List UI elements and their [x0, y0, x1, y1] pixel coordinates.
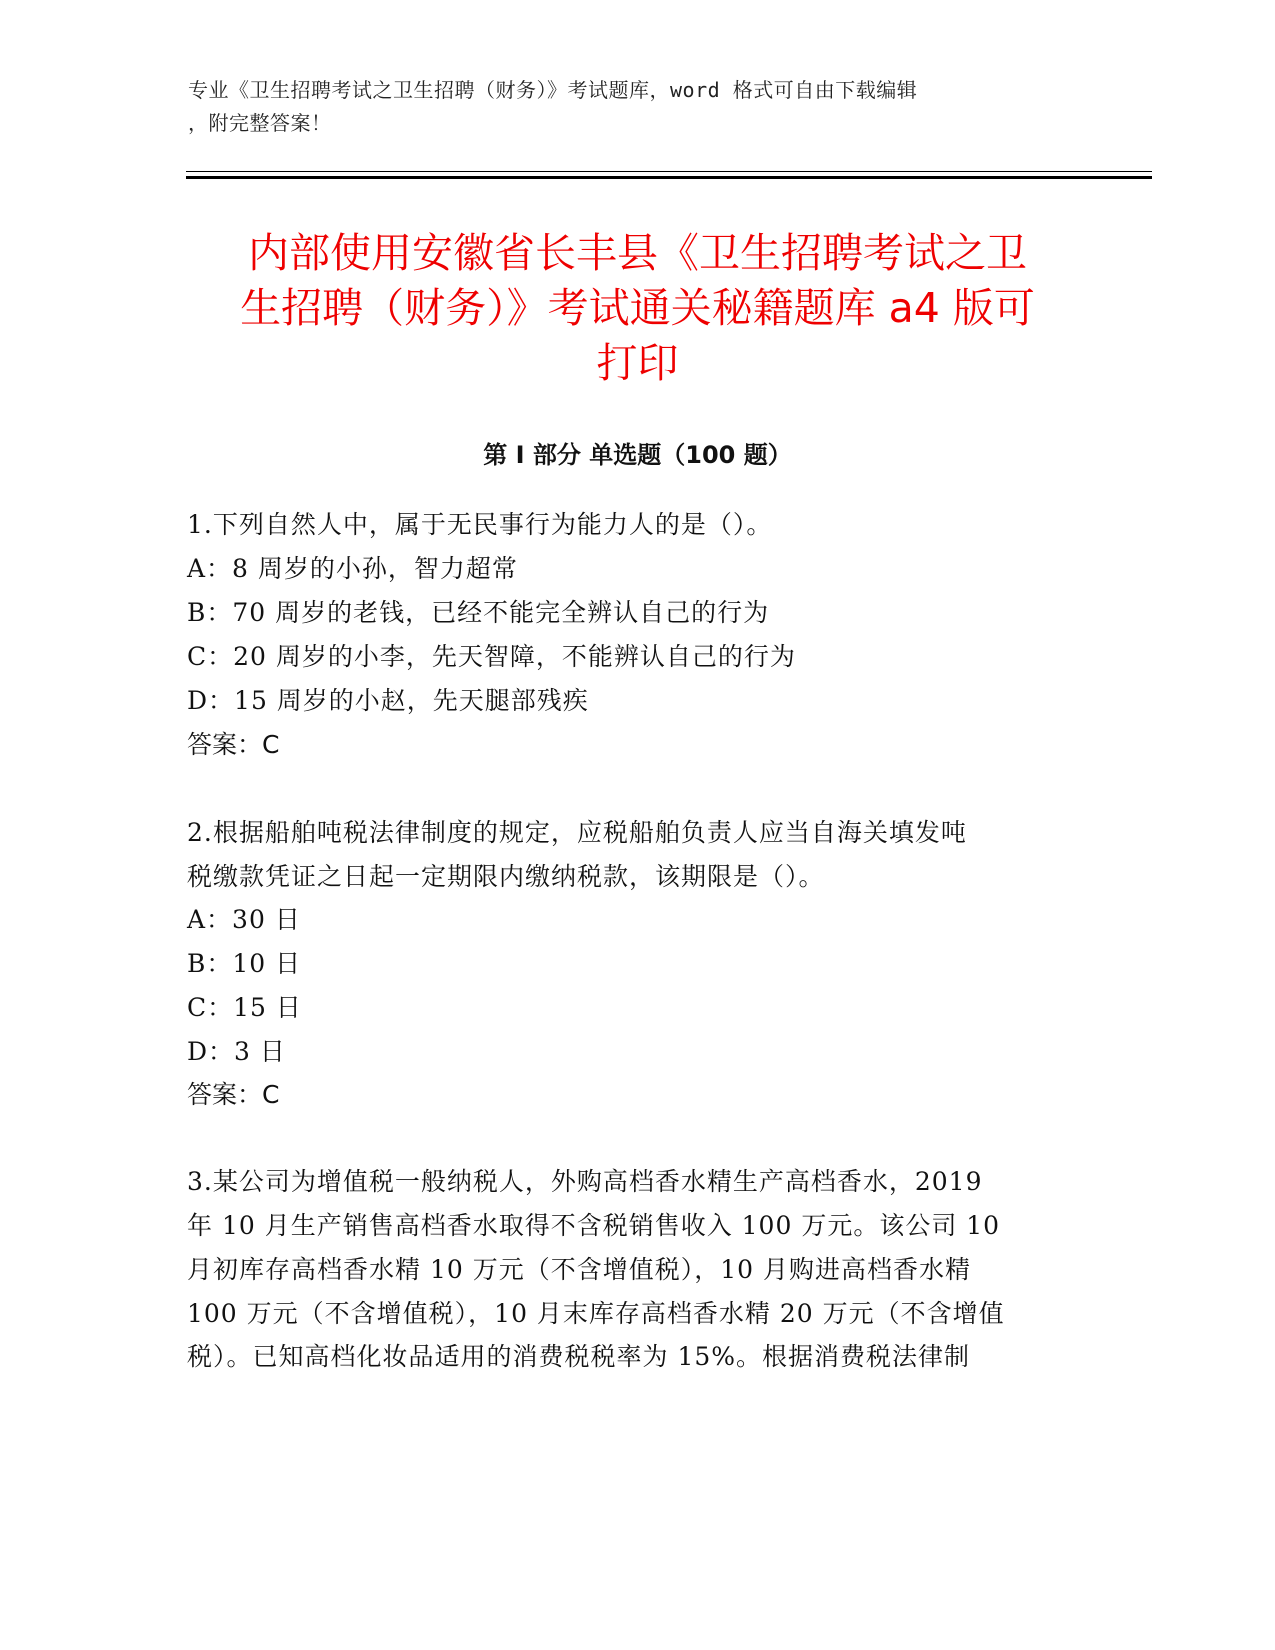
question-2-option-c: C：15 日	[187, 993, 302, 1022]
question-2-option-a: A：30 日	[187, 905, 301, 934]
question-2-stem-line-2: 税缴款凭证之日起一定期限内缴纳税款，该期限是（）。	[187, 862, 825, 891]
question-1-option-c: C：20 周岁的小李，先天智障，不能辨认自己的行为	[187, 642, 796, 671]
title-line-3: 打印	[596, 339, 679, 387]
question-1-answer: 答案：C	[187, 730, 280, 759]
question-1-option-a: A：8 周岁的小孙，智力超常	[187, 554, 518, 583]
question-2-option-d: D：3 日	[187, 1037, 286, 1066]
title-line-2: 生招聘（财务）》考试通关秘籍题库 a4 版可	[240, 284, 1035, 332]
document-title	[150, 226, 1125, 391]
question-1-stem: 1.下列自然人中，属于无民事行为能力人的是（）。	[187, 510, 773, 539]
question-3-stem-line-4: 100 万元（不含增值税），10 月末库存高档香水精 20 万元（不含增值	[187, 1299, 1005, 1328]
question-1-option-d: D：15 周岁的小赵，先天腿部残疾	[187, 686, 589, 715]
question-2-answer: 答案：C	[187, 1080, 280, 1109]
question-3-stem-line-3: 月初库存高档香水精 10 万元（不含增值税），10 月购进高档香水精	[187, 1255, 971, 1284]
section-heading: 第 I 部分 单选题（100 题）	[483, 441, 792, 469]
header-note-line-2: ，附完整答案！	[188, 111, 332, 135]
title-line-1: 内部使用安徽省长丰县《卫生招聘考试之卫	[248, 229, 1027, 277]
question-2-option-b: B：10 日	[187, 949, 302, 978]
question-3-stem-line-5: 税）。已知高档化妆品适用的消费税税率为 15%。根据消费税法律制	[187, 1342, 971, 1371]
question-2-stem-line-1: 2.根据船舶吨税法律制度的规定，应税船舶负责人应当自海关填发吨	[187, 818, 967, 847]
question-1-option-b: B：70 周岁的老钱，已经不能完全辨认自己的行为	[187, 598, 770, 627]
question-3-stem-line-2: 年 10 月生产销售高档香水取得不含税销售收入 100 万元。该公司 10	[187, 1211, 1001, 1240]
header-rule-thick	[186, 176, 1152, 179]
header-rule-thin	[186, 171, 1152, 172]
question-3-stem-line-1: 3.某公司为增值税一般纳税人，外购高档香水精生产高档香水，2019	[187, 1167, 983, 1196]
header-note	[188, 74, 1088, 140]
header-note-line-1: 专业《卫生招聘考试之卫生招聘（财务）》考试题库，word 格式可自由下载编辑	[188, 78, 918, 102]
